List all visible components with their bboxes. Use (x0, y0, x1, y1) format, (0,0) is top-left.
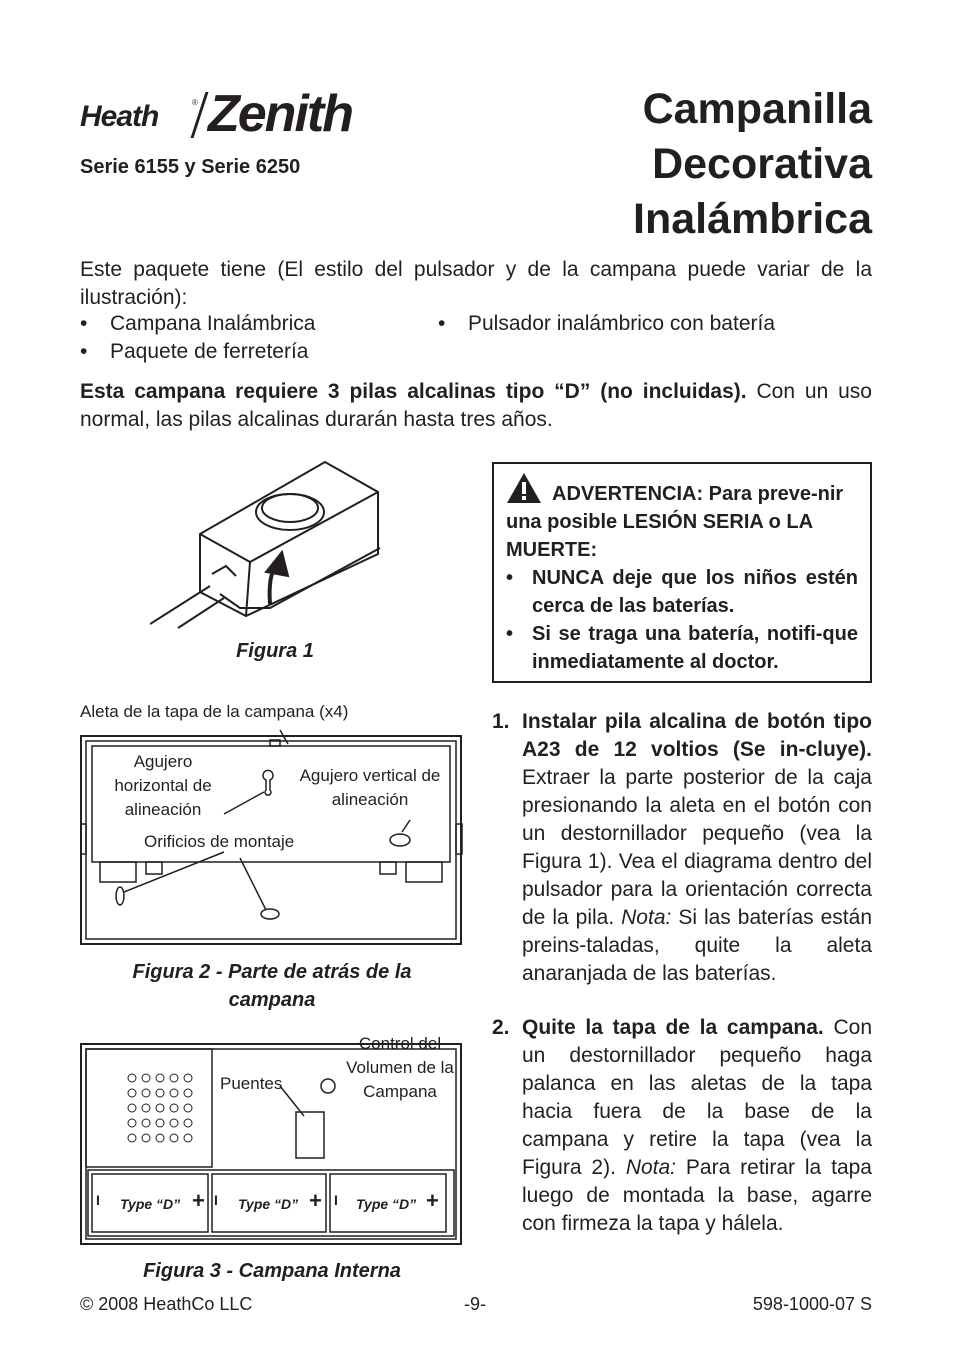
jumpers-label: Puentes (220, 1074, 283, 1093)
list-item: • Campana Inalámbrica (80, 312, 316, 335)
battery-minus: I (214, 1192, 218, 1208)
battery-plus: + (309, 1188, 322, 1213)
figure-1-caption: Figura 1 (236, 640, 314, 662)
battery-minus: I (96, 1192, 100, 1208)
figure-3-caption: Figura 3 - Campana Interna (143, 1260, 401, 1282)
tab-label: Aleta de la tapa de la campana (x4) (80, 702, 349, 721)
page-title: Campanilla Decorativa Inalámbrica (633, 85, 872, 243)
figure-2-caption: Figura 2 - Parte de atrás de la campana (132, 961, 412, 1011)
vertical-hole-label: Agujero vertical de alineación (299, 766, 441, 809)
battery-plus: + (426, 1188, 439, 1213)
battery-label: Type “D” (120, 1196, 181, 1212)
page-number: -9- (464, 1294, 486, 1314)
warning-item: • NUNCA deje que los niños estén cerca de las baterías. (506, 567, 858, 617)
push-button-illustration (150, 458, 390, 636)
horizontal-hole-label: Agujero horizontal de alineación (114, 752, 212, 819)
warning-item: • Si se traga una batería, notifi-que inmediatamente al doctor. (506, 623, 858, 673)
battery-label: Type “D” (238, 1196, 299, 1212)
heath-logo: Heath (80, 100, 159, 133)
series-label: Serie 6155 y Serie 6250 (80, 156, 301, 178)
step-2: 2. Quite la tapa de la campana. Con un destornillador pequeño haga palanca en las aletas de la tapa hacia fuera de la base de la campana y retire la tapa (vea la Figura 2). Nota: Para retirar la tapa luego de montada la base, agarre con firmeza la tapa y hálela. (492, 1016, 873, 1235)
battery-requirement: Esta campana requiere 3 pilas alcalinas tipo “D” (no incluidas). Con un uso normal, las pilas alcalinas durarán hasta tres años. (80, 380, 872, 431)
document-number: 598-1000-07 S (752, 1294, 872, 1314)
copyright: © 2008 HeathCo LLC (80, 1294, 253, 1314)
list-item: • Pulsador inalámbrico con batería (438, 312, 776, 335)
registered-mark: ® (192, 98, 198, 107)
warning-box (492, 462, 872, 683)
zenith-logo: Zenith (208, 85, 352, 143)
battery-minus: I (334, 1192, 338, 1208)
mounting-holes-label: Orificios de montaje (144, 832, 295, 851)
volume-control-label: Control del Volumen de la Campana (346, 1034, 454, 1101)
battery-plus: + (192, 1188, 205, 1213)
battery-label: Type “D” (356, 1196, 417, 1212)
step-1: 1. Instalar pila alcalina de botón tipo A23 de 12 voltios (Se in-cluye). Extraer la parte posterior de la caja presionando la aleta en el botón con un destornillador pequeño (vea la Figura 1). Vea el diagrama dentro del pulsador para la orientación correcta de la pila. Nota: Si las baterías están preins-taladas, quite la aleta anaranjada de las baterías. (492, 710, 872, 985)
list-item: • Paquete de ferretería (80, 340, 309, 363)
intro-text: Este paquete tiene (El estilo del pulsador y de la campana puede variar de la ilustración): (80, 258, 872, 309)
warning-heading: ADVERTENCIA: Para preve-nir una posible LESIÓN SERIA o LA MUERTE: (506, 483, 844, 561)
